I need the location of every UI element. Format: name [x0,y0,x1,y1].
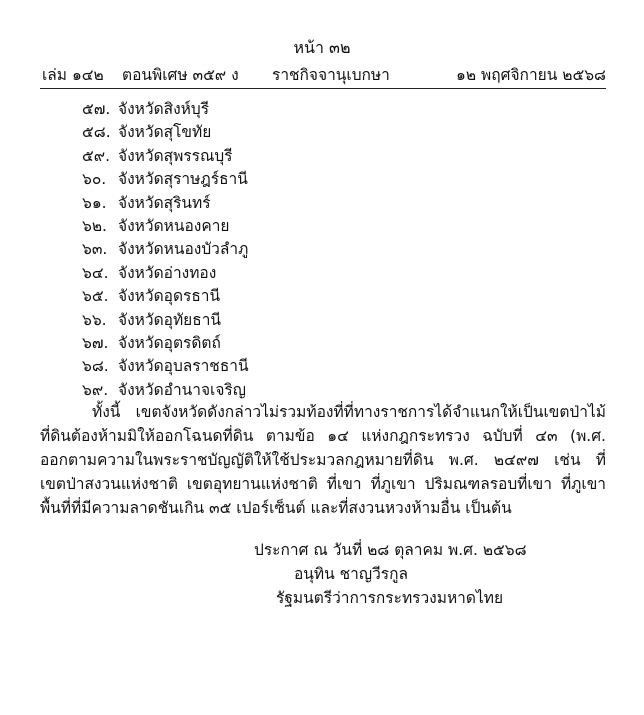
province-name: จังหวัดอำนาจเจริญ [118,380,246,399]
list-item [82,309,249,332]
announcement-date: ประกาศ ณ วันที่ ๒๘ ตุลาคม พ.ศ. ๒๕๖๘ [254,541,527,559]
list-item [82,238,249,261]
province-name: จังหวัดสุราษฎร์ธานี [118,170,248,189]
province-name: จังหวัดสิงห์บุรี [118,100,210,118]
list-item [82,121,249,144]
province-name: จังหวัดอุบลราชธานี [118,357,249,376]
exclusion-paragraph [40,400,606,520]
page-number: หน้า ๓๒ [293,38,351,57]
signer-title: รัฐมนตรีว่าการกระทรวงมหาดไทย [276,589,504,607]
list-item-number: ๖๒. [82,216,107,235]
paragraph-line: ออกตามความในพระราชบัญญัติให้ใช้ประมวลกฎหมายที่ดิน พ.ศ. ๒๔๙๗ เช่น ที่ [40,451,606,469]
list-item [82,285,249,308]
paragraph-line: เขตป่าสงวนแห่งชาติ เขตอุทยานแห่งชาติ ที่เขา ที่ภูเขา ปริมณฑลรอบที่เขา ที่ภูเขา [40,475,606,493]
list-item-number: ๖๕. [82,287,109,306]
list-item-number: ๕๘. [82,123,111,142]
signature-block [254,538,527,610]
province-name: จังหวัดหนองบัวลำภู [118,240,249,259]
list-item [82,332,249,355]
province-name: จังหวัดอ่างทอง [118,263,217,282]
list-item-number: ๖๑. [82,193,107,212]
province-name: จังหวัดสุโขทัย [118,123,212,142]
province-name: จังหวัดสุรินทร์ [118,193,211,212]
list-item-number: ๖๓. [82,240,108,259]
list-item-number: ๕๙. [82,146,111,165]
province-name: จังหวัดอุดรธานี [118,287,221,306]
list-item-number: ๖๖. [82,310,107,329]
province-name: จังหวัดสุพรรณบุรี [118,146,233,165]
list-item [82,145,249,168]
section-number: ตอนพิเศษ ๓๕๙ ง [122,66,239,84]
list-item-number: ๖๘. [82,357,109,376]
header-divider [40,88,606,89]
list-item-number: ๖๙. [82,380,109,399]
paragraph-line: ที่ดินต้องห้ามมิให้ออกโฉนดที่ดิน ตามข้อ ๑๔ แห่งกฎกระทรวง ฉบับที่ ๔๓ (พ.ศ. [40,427,606,445]
list-item-number: ๖๗. [82,333,109,352]
paragraph-line: ทั้งนี้ เขตจังหวัดดังกล่าวไม่รวมท้องที่ที่ทางราชการได้จำแนกให้เป็นเขตป่าไม้ [92,403,606,421]
province-name: จังหวัดอุตรดิตถ์ [118,333,221,352]
signer-name: อนุทิน ชาญวีรกูล [294,565,408,583]
list-item [82,168,249,191]
list-item [82,215,249,238]
list-item-number: ๖๐. [82,170,107,189]
publish-date: ๑๒ พฤศจิกายน ๒๕๖๘ [456,66,606,84]
gazette-name: ราชกิจจานุเบกษา [272,66,390,84]
volume-number: เล่ม ๑๔๒ [42,66,104,84]
paragraph-line: พื้นที่ที่มีความลาดชันเกิน ๓๕ เปอร์เซ็นต์ และที่สงวนหวงห้ามอื่น เป็นต้น [40,499,512,517]
list-item [82,98,249,121]
list-item [82,262,249,285]
list-item [82,379,249,402]
list-item-number: ๖๔. [82,263,109,282]
province-name: จังหวัดหนองคาย [118,216,230,235]
list-item [82,192,249,215]
province-name: จังหวัดอุทัยธานี [118,310,222,329]
list-item-number: ๕๗. [82,100,111,118]
list-item [82,355,249,378]
province-list [82,98,249,402]
gazette-header [42,62,606,86]
